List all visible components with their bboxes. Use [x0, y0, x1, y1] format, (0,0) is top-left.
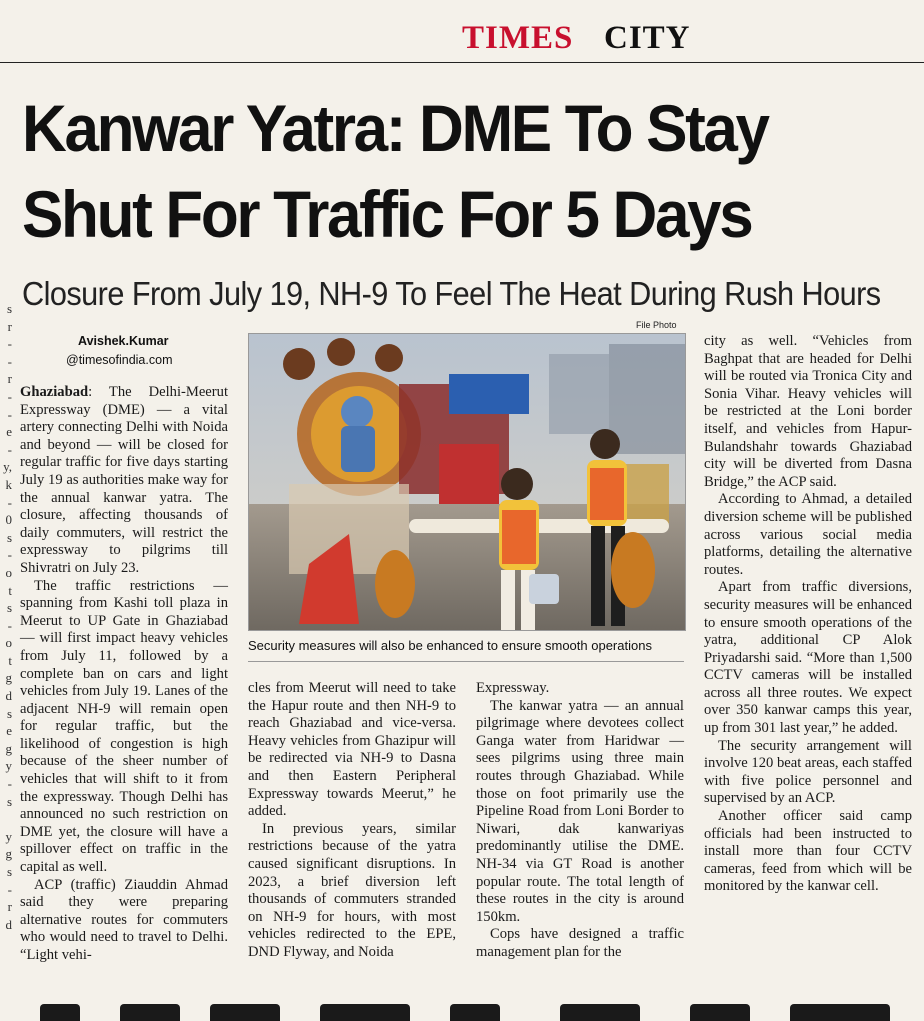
headline: Kanwar Yatra: DME To Stay Shut For Traffic For 5 Days: [22, 91, 768, 251]
fragment-letter: -: [7, 388, 12, 404]
fragment-letter: y: [5, 828, 12, 844]
fragment-letter: s: [6, 864, 12, 879]
fragment-letter: g: [5, 846, 12, 862]
fragment-letter: e: [6, 723, 12, 739]
article-paragraph: city as well. “Vehicles from Baghpat that are headed for Delhi will be routed via Tronica City and Sonia Vihar. Heavy vehicles will be restricted at the Loni border itself, and vehicles from Hapur-Bulandshahr towards Ghaziabad city will be diverted from Dasna Bridge,” the ACP said.: [704, 333, 912, 490]
fragment-letter: g: [5, 740, 12, 756]
fragment-letter: o: [5, 564, 12, 580]
masthead: [0, 18, 924, 63]
article-column-2: [248, 680, 456, 962]
photo-caption: Security measures will also be enhanced to ensure smooth operations: [248, 638, 652, 653]
fragment-letter: -: [7, 353, 12, 369]
fragment-letter: -: [7, 547, 12, 563]
article-paragraph: According to Ahmad, a detailed diversion scheme will be published across various social media platforms, detailing the alternative routes.: [704, 491, 912, 578]
fragment-letter: k: [5, 476, 12, 492]
fragment-letter: -: [7, 776, 12, 792]
fragment-letter: 0: [5, 512, 12, 528]
fragment-letter: -: [7, 494, 12, 510]
article-column-3: [476, 680, 684, 962]
fragment-letter: r: [7, 318, 12, 334]
fragment-letter: t: [8, 582, 12, 598]
fragment-letter: -: [7, 441, 12, 457]
fragment-letter: o: [5, 635, 12, 651]
adjacent-column-fragment: [0, 300, 12, 933]
caption-divider: [248, 661, 684, 662]
photo-credit: File Photo: [636, 320, 677, 330]
fragment-letter: s: [6, 705, 12, 721]
article-paragraph: In previous years, similar restrictions because of the yatra caused significant disruptions. In 2023, a brief diversion left thousands of commuters stranded on NH-9 for hours, with most vehicles redirected to the EPE, DND Flyway, and Noida: [248, 820, 456, 960]
article-paragraph: Another officer said camp officials had been instructed to install more than four CCTV cameras, feed from which will be monitored by the kanwar cell.: [704, 808, 912, 895]
article-paragraph: ACP (traffic) Ziauddin Ahmad said they were preparing alternative routes for commuters who would need to travel to Delhi. “Light vehi-: [20, 876, 228, 963]
fragment-letter: [0, 810, 12, 828]
byline-name: Avishek.Kumar: [78, 334, 169, 348]
fragment-letter: t: [8, 652, 12, 668]
dateline: Ghaziabad: [20, 384, 89, 400]
article-paragraph: Cops have designed a traffic management plan for the: [476, 926, 684, 960]
article-column-4: [704, 333, 912, 896]
article-paragraph: The security arrangement will involve 120 beat areas, each staffed with five police personnel and supervised by an ACP.: [704, 737, 913, 807]
fragment-letter: e: [6, 424, 12, 440]
fragment-letter: s: [6, 529, 12, 545]
news-photo: [248, 333, 686, 631]
article-paragraph: Apart from traffic diversions, security measures will be enhanced to ensure smooth operations of the yatra, additional CP Alok Priyadarshi said. “More than 1,500 CCTV cameras will be installed across all three routes. We expect over 350 kanwar camps this year, up from 301 last year,” he added.: [704, 579, 912, 737]
fragment-letter: y: [5, 758, 12, 774]
subheadline: Closure From July 19, NH-9 To Feel The Heat During Rush Hours: [22, 275, 881, 312]
next-headline-fragment: [0, 998, 924, 1021]
article-paragraph: The kanwar yatra — an annual pilgrimage where devotees collect Ganga water from Haridwar — sees pilgrims using three main routes through Ghaziabad. While those on foot primarily use the Pipeline Road from Loni Border to Niwari, dak kanwariyas predominantly utilise the DME. NH-34 via GT Road is another popular route. The total length of these routes in the city is around 150km.: [476, 697, 684, 925]
article-paragraph: The traffic restrictions — spanning from Kashi toll plaza in Meerut to UP Gate in Ghaziabad — will first impact heavy vehicles from July 11, followed by a complete ban on cars and light vehicles from July 19. Lanes of the adjacent NH-9 will remain open for regular traffic, but the likelihood of congestion is high because of the sheer number of vehicles that will shift to it from the expressway. Though Delhi has announced no such restriction on DME yet, the closure will have a spillover effect on traffic in the capital as well.: [20, 577, 228, 876]
fragment-letter: s: [6, 793, 12, 809]
byline-handle: @timesofindia.com: [66, 353, 173, 367]
fragment-letter: r: [7, 899, 12, 915]
article-paragraph: cles from Meerut will need to take the Hapur route and then NH-9 to reach Ghaziabad and vice-versa. Heavy vehicles from Ghazipur will be redirected via NH-9 to Dasna and then Eastern Peripheral Expressway towards Meerut,” he added.: [248, 680, 456, 820]
fragment-letter: r: [7, 371, 12, 387]
masthead-city: CITY: [604, 20, 691, 56]
fragment-letter: -: [7, 617, 12, 633]
article-paragraph: Ghaziabad: The Delhi-Meerut Expressway (DME) — a vital artery connecting Delhi with Noida and beyond — will be closed for regular traffic for five days starting July 19 as authorities make way for the annual kanwar yatra. The closure, affecting thousands of daily commuters, will restrict the expressway to pilgrims till Shivratri on July 23.: [20, 384, 228, 576]
fragment-letter: -: [7, 406, 12, 422]
fragment-letter: -: [7, 336, 12, 352]
fragment-letter: y,: [3, 459, 12, 475]
masthead-times: TIMES: [462, 20, 574, 56]
article-paragraph: Expressway.: [476, 680, 550, 696]
fragment-letter: s: [6, 600, 12, 616]
article-column-1: [20, 384, 228, 965]
fragment-letter: d: [5, 688, 12, 704]
fragment-letter: g: [5, 670, 12, 686]
fragment-letter: s: [6, 301, 12, 316]
fragment-letter: -: [7, 881, 12, 897]
fragment-letter: d: [5, 916, 12, 932]
